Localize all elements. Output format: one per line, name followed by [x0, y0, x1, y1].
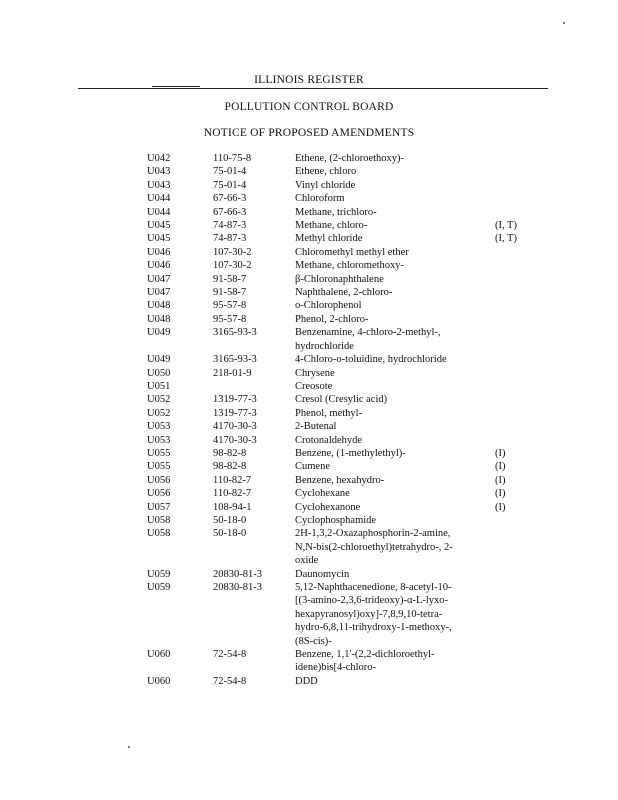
table-row — [147, 393, 535, 406]
hazard-code — [495, 581, 535, 648]
substance-name-line: hydrochloride — [295, 340, 354, 352]
cas-number: 95-57-8 — [213, 300, 247, 312]
table-row — [147, 474, 535, 487]
hazard-code — [495, 206, 535, 219]
substance-name-line: 4-Chloro-o-toluidine, hydrochloride — [295, 354, 447, 366]
table-row — [147, 206, 535, 219]
waste-code: U059 — [147, 582, 171, 593]
substance-name-line: Chloromethyl methyl ether — [295, 246, 409, 258]
hazard-code: (I) — [495, 461, 506, 473]
waste-code: U049 — [147, 354, 171, 366]
cas-number: 98-82-8 — [213, 461, 247, 473]
cas-number: 95-57-8 — [213, 313, 247, 325]
waste-code: U044 — [147, 206, 171, 218]
waste-code: U056 — [147, 488, 171, 500]
substance-name-line: [(3-amino-2,3,6-trideoxy)-α-L-lyxo- — [295, 595, 449, 607]
cas-number: 75-01-4 — [213, 179, 247, 191]
substance-name — [295, 380, 495, 393]
hazard-code — [495, 407, 535, 420]
waste-code: U058 — [147, 528, 171, 540]
waste-code: U059 — [147, 568, 171, 580]
hazard-code — [495, 393, 535, 406]
waste-code: U051 — [147, 380, 171, 392]
substance-name — [295, 527, 495, 567]
substance-name — [295, 648, 495, 675]
substance-name — [295, 353, 495, 366]
cas-number: 98-82-8 — [213, 447, 247, 459]
cas-number: 110-82-7 — [213, 474, 252, 486]
substance-name-line: Vinyl chloride — [295, 179, 356, 191]
hazard-code — [495, 420, 535, 433]
hazard-code: (I, T) — [495, 220, 517, 232]
cas-number: 50-18-0 — [213, 528, 247, 540]
table-row — [147, 407, 535, 420]
waste-code: U042 — [147, 153, 171, 164]
table-row — [147, 447, 535, 460]
substance-name-line: Benzenamine, 4-chloro-2-methyl-, — [295, 327, 441, 339]
table-row — [147, 420, 535, 433]
hazard-code: (I) — [495, 447, 506, 459]
substance-name-line: Cyclohexane — [295, 488, 350, 500]
table-row — [147, 152, 535, 165]
hazard-code — [495, 259, 535, 272]
substance-name — [295, 501, 495, 514]
substance-name-line: hexapyranosyl)oxy]-7,8,9,10-tetra- — [295, 608, 443, 620]
hazard-code: (I) — [495, 501, 506, 513]
waste-code: U055 — [147, 461, 171, 473]
hazard-code — [495, 367, 535, 380]
hazard-code — [495, 165, 535, 178]
waste-code: U044 — [147, 193, 171, 205]
table-row — [147, 246, 535, 259]
substance-name-line: Phenol, 2-chloro- — [295, 313, 369, 325]
table-row — [147, 179, 535, 192]
substance-name — [295, 407, 495, 420]
waste-code: U060 — [147, 649, 171, 661]
hazard-code — [495, 326, 535, 353]
substance-name-line: oxide — [295, 555, 319, 567]
substance-name — [295, 273, 495, 286]
cas-number — [213, 380, 295, 393]
substance-name — [295, 460, 495, 473]
substance-name-line: Naphthalene, 2-chloro- — [295, 287, 393, 299]
table-row — [147, 581, 535, 648]
waste-code: U049 — [147, 327, 171, 339]
table-row — [147, 675, 535, 688]
substance-name-line: Creosote — [295, 380, 333, 392]
waste-code: U052 — [147, 407, 171, 419]
substance-name-line: hydro-6,8,11-trihydroxy-1-methoxy-, — [295, 622, 452, 634]
substance-name — [295, 474, 495, 487]
cas-number: 91-58-7 — [213, 273, 247, 285]
cas-number: 4170-30-3 — [213, 421, 257, 433]
hazard-code — [495, 313, 535, 326]
table-row — [147, 434, 535, 447]
substance-name — [295, 581, 495, 648]
cas-number: 110-82-7 — [213, 488, 252, 500]
substance-name-line: o-Chlorophenol — [295, 300, 362, 312]
waste-code: U057 — [147, 501, 171, 513]
table-row — [147, 367, 535, 380]
cas-number: 108-94-1 — [213, 501, 252, 513]
table-row — [147, 353, 535, 366]
table-row — [147, 648, 535, 675]
substance-name — [295, 219, 495, 232]
cas-number: 50-18-0 — [213, 514, 247, 526]
hazard-code — [495, 568, 535, 581]
cas-number: 67-66-3 — [213, 206, 247, 218]
table-row — [147, 514, 535, 527]
substance-name — [295, 447, 495, 460]
waste-code: U053 — [147, 421, 171, 433]
table-row — [147, 219, 535, 232]
substance-name — [295, 259, 495, 272]
hazard-code: (I, T) — [495, 233, 517, 245]
cas-number: 1319-77-3 — [213, 407, 257, 419]
cas-number: 20830-81-3 — [213, 568, 262, 580]
substance-name-line: (8S-cis)- — [295, 635, 332, 647]
table-row — [147, 259, 535, 272]
waste-code: U050 — [147, 367, 171, 379]
table-row — [147, 326, 535, 353]
hazard-code — [495, 286, 535, 299]
waste-code: U043 — [147, 166, 171, 178]
substance-name-line: N,N-bis(2-chloroethyl)tetrahydro-, 2- — [295, 541, 453, 553]
waste-code: U048 — [147, 313, 171, 325]
cas-number: 107-30-2 — [213, 260, 252, 272]
substance-name-line: 2H-1,3,2-Oxazaphosphorin-2-amine, — [295, 528, 451, 540]
substance-name — [295, 393, 495, 406]
hazard-code — [495, 299, 535, 312]
waste-code: U048 — [147, 300, 171, 312]
substance-name — [295, 165, 495, 178]
cas-number: 91-58-7 — [213, 287, 247, 299]
table-row — [147, 232, 535, 245]
table-row — [147, 273, 535, 286]
substance-name — [295, 192, 495, 205]
substance-name-line: Ethene, chloro — [295, 166, 357, 178]
substance-name-line: Ethene, (2-chloroethoxy)- — [295, 153, 405, 164]
register-title: ILLINOIS REGISTER — [254, 74, 364, 86]
hazard-code: (I) — [495, 488, 506, 500]
substance-name — [295, 568, 495, 581]
waste-code: U043 — [147, 179, 171, 191]
substance-name — [295, 313, 495, 326]
table-row — [147, 165, 535, 178]
cas-number: 107-30-2 — [213, 246, 252, 258]
substance-name — [295, 326, 495, 353]
waste-code: U047 — [147, 287, 171, 299]
scan-speck — [128, 746, 130, 748]
substance-name-line: 5,12-Naphthacenedione, 8-acetyl-10- — [295, 582, 452, 593]
substance-name — [295, 675, 495, 688]
substance-name — [295, 367, 495, 380]
cas-number: 218-01-9 — [213, 367, 252, 379]
substance-name-line: 2-Butenal — [295, 421, 337, 433]
substance-name-line: Methane, chloromethoxy- — [295, 260, 405, 272]
substance-name — [295, 514, 495, 527]
substance-name-line: Cyclohexanone — [295, 501, 361, 513]
waste-code: U046 — [147, 246, 171, 258]
substance-name — [295, 179, 495, 192]
cas-number: 20830-81-3 — [213, 582, 262, 593]
substance-name-line: Cumene — [295, 461, 330, 473]
waste-code: U047 — [147, 273, 171, 285]
cas-number: 3165-93-3 — [213, 327, 257, 339]
table-row — [147, 192, 535, 205]
waste-code: U056 — [147, 474, 171, 486]
hazard-code — [495, 152, 535, 165]
substance-name-line: Benzene, 1,1'-(2,2-dichloroethyl- — [295, 649, 435, 661]
waste-code-table — [147, 152, 535, 688]
waste-code: U045 — [147, 220, 171, 232]
substance-name-line: Daunomycin — [295, 568, 350, 580]
hazard-code: (I) — [495, 474, 506, 486]
hazard-code — [495, 192, 535, 205]
substance-name-line: Methyl chloride — [295, 233, 363, 245]
board-title: POLLUTION CONTROL BOARD — [224, 101, 394, 113]
cas-number: 72-54-8 — [213, 675, 247, 687]
waste-code: U046 — [147, 260, 171, 272]
table-row — [147, 286, 535, 299]
substance-name — [295, 420, 495, 433]
substance-name-line: Chloroform — [295, 193, 345, 205]
substance-name — [295, 299, 495, 312]
cas-number: 3165-93-3 — [213, 354, 257, 366]
substance-name-line: Chrysene — [295, 367, 335, 379]
cas-number: 74-87-3 — [213, 233, 247, 245]
notice-title: NOTICE OF PROPOSED AMENDMENTS — [203, 127, 415, 139]
substance-name-line: Benzene, (1-methylethyl)- — [295, 447, 406, 459]
substance-name — [295, 434, 495, 447]
hazard-code — [495, 273, 535, 286]
hazard-code — [495, 380, 535, 393]
substance-name — [295, 246, 495, 259]
substance-name-line: Phenol, methyl- — [295, 407, 363, 419]
waste-code: U060 — [147, 675, 171, 687]
scan-speck — [563, 22, 565, 24]
substance-name-line: Crotonaldehyde — [295, 434, 363, 446]
cas-number: 67-66-3 — [213, 193, 247, 205]
waste-code: U052 — [147, 394, 171, 406]
cas-number: 1319-77-3 — [213, 394, 257, 406]
table-row — [147, 501, 535, 514]
hazard-code — [495, 179, 535, 192]
waste-code: U055 — [147, 447, 171, 459]
hazard-code — [495, 246, 535, 259]
substance-name-line: Cresol (Cresylic acid) — [295, 394, 388, 406]
cas-number: 72-54-8 — [213, 649, 247, 661]
substance-name-line: Methane, trichloro- — [295, 206, 377, 218]
table-row — [147, 487, 535, 500]
substance-name-line: β-Chloronaphthalene — [295, 273, 384, 285]
substance-name — [295, 232, 495, 245]
table-row — [147, 313, 535, 326]
substance-name-line: Benzene, hexahydro- — [295, 474, 385, 486]
substance-name-line: Cyclophosphamide — [295, 514, 377, 526]
substance-name-line: DDD — [295, 675, 318, 687]
table-row — [147, 299, 535, 312]
header-rule-short — [152, 86, 200, 87]
waste-code: U058 — [147, 514, 171, 526]
substance-name — [295, 152, 495, 165]
waste-code: U053 — [147, 434, 171, 446]
cas-number: 74-87-3 — [213, 220, 247, 232]
hazard-code — [495, 434, 535, 447]
hazard-code — [495, 675, 535, 688]
table-row — [147, 527, 535, 567]
cas-number: 75-01-4 — [213, 166, 247, 178]
cas-number: 110-75-8 — [213, 153, 252, 164]
table-row — [147, 380, 535, 393]
table-row — [147, 568, 535, 581]
substance-name — [295, 206, 495, 219]
substance-name — [295, 487, 495, 500]
hazard-code — [495, 527, 535, 567]
hazard-code — [495, 514, 535, 527]
substance-name — [295, 286, 495, 299]
cas-number: 4170-30-3 — [213, 434, 257, 446]
hazard-code — [495, 648, 535, 675]
substance-name-line: idene)bis[4-chloro- — [295, 662, 377, 674]
table-row — [147, 460, 535, 473]
waste-code: U045 — [147, 233, 171, 245]
substance-name-line: Methane, chloro- — [295, 220, 368, 232]
header-rule — [78, 88, 548, 89]
hazard-code — [495, 353, 535, 366]
